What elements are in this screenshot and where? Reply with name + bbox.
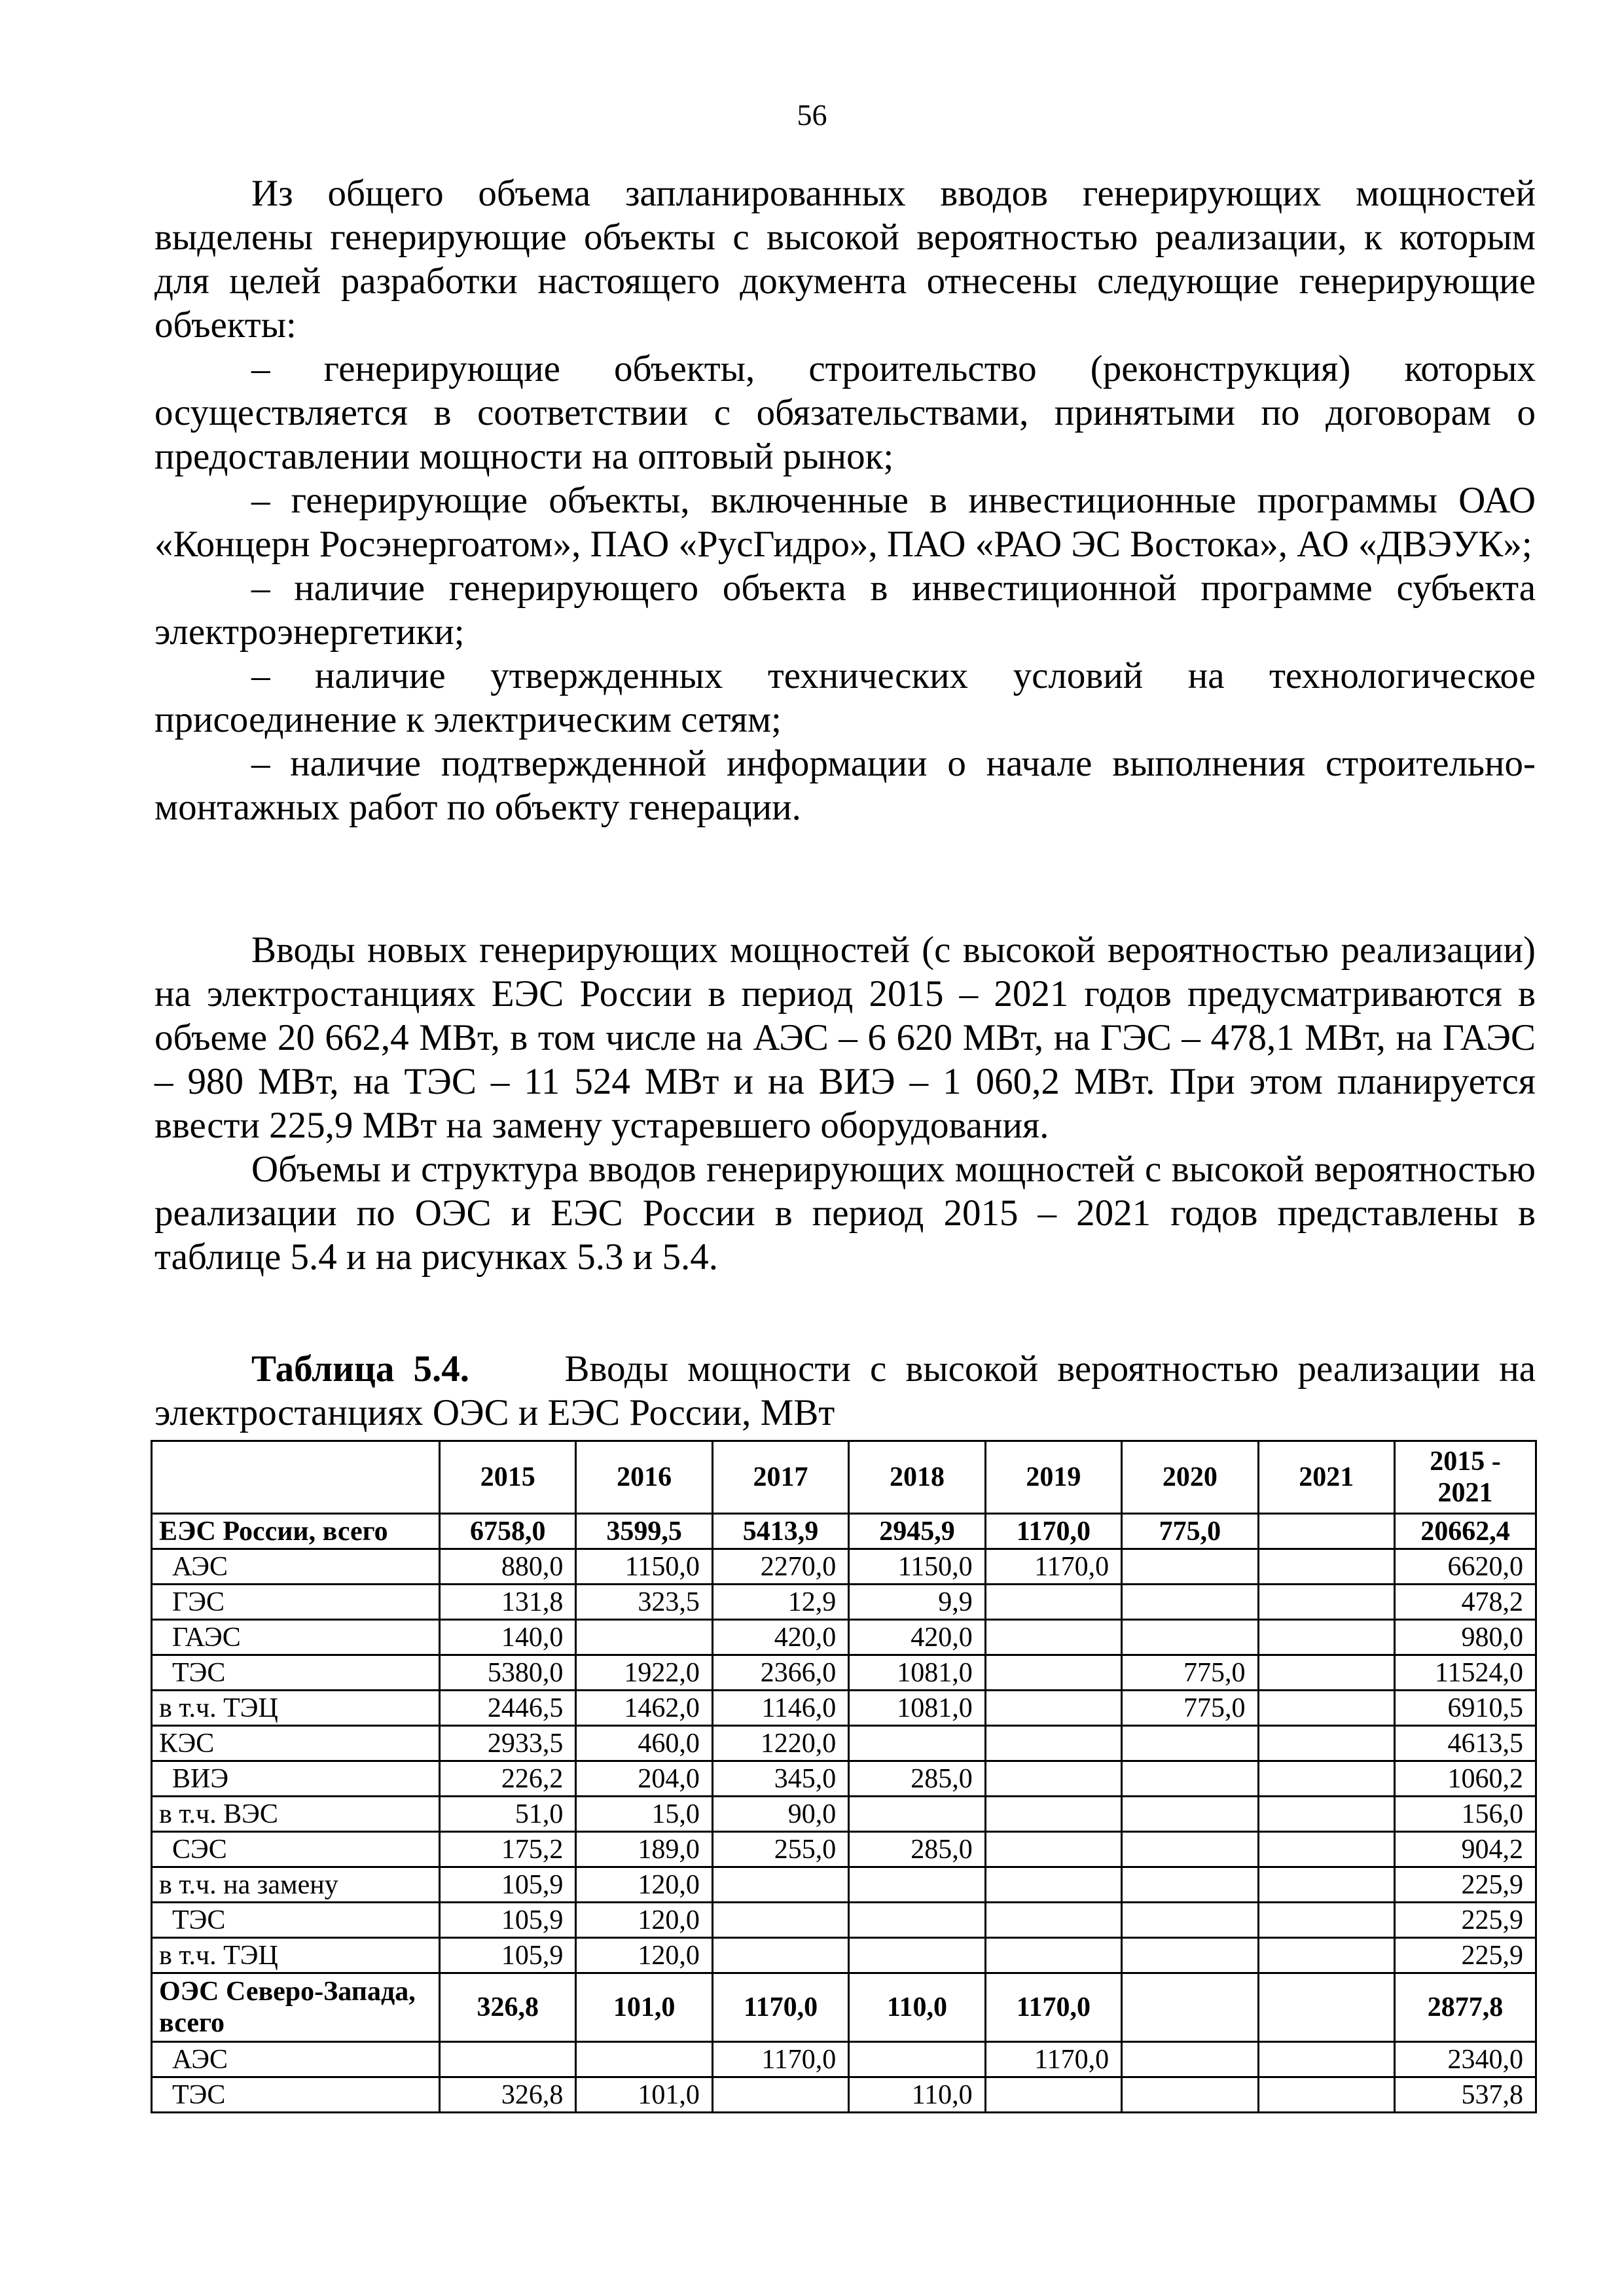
page-number: 56 — [797, 98, 827, 132]
table-cell: 1220,0 — [712, 1726, 848, 1761]
table-cell — [985, 1726, 1121, 1761]
column-header: 2016 — [576, 1441, 712, 1514]
table-cell: 775,0 — [1122, 1691, 1258, 1726]
table-cell — [576, 1620, 712, 1655]
table-cell: 285,0 — [849, 1761, 985, 1797]
row-label: ТЭС — [152, 2077, 440, 2113]
table-cell: 345,0 — [712, 1761, 848, 1797]
table-row — [152, 1549, 1536, 1585]
table-cell — [1258, 1903, 1394, 1938]
table-cell: 478,2 — [1395, 1585, 1536, 1620]
table-cell — [1258, 2042, 1394, 2077]
table-cell: 326,8 — [440, 1973, 576, 2042]
table-cell — [712, 2077, 848, 2113]
table-cell — [985, 1867, 1121, 1903]
table-cell — [1258, 1585, 1394, 1620]
table-cell: 880,0 — [440, 1549, 576, 1585]
table-cell — [849, 1903, 985, 1938]
table-cell — [1122, 1903, 1258, 1938]
table-cell — [985, 1585, 1121, 1620]
table-cell — [985, 1655, 1121, 1691]
table-row — [152, 2077, 1536, 2113]
table-cell — [1258, 1620, 1394, 1655]
column-header: 2018 — [849, 1441, 985, 1514]
table-cell: 3599,5 — [576, 1514, 712, 1549]
table-cell: 2366,0 — [712, 1655, 848, 1691]
table-cell — [1258, 1867, 1394, 1903]
table-row — [152, 1514, 1536, 1549]
table-cell — [1122, 2042, 1258, 2077]
row-label: ГЭС — [152, 1585, 440, 1620]
table-cell: 980,0 — [1395, 1620, 1536, 1655]
body-paragraph: Объемы и структура вводов генерирующих мощностей с высокой вероятностью реализации по ОЭС и ЕЭС России в период 2015 – 2021 годов представлены в таблице 5.4 и на рисунках 5.3 и 5.4. — [154, 1149, 1536, 1278]
column-header: 2021 — [1258, 1441, 1394, 1514]
table-row — [152, 1585, 1536, 1620]
table-cell — [849, 1938, 985, 1973]
table-cell: 326,8 — [440, 2077, 576, 2113]
row-label: СЭС — [152, 1832, 440, 1867]
table-cell: 2340,0 — [1395, 2042, 1536, 2077]
table-cell: 775,0 — [1122, 1514, 1258, 1549]
capacity-table — [151, 1440, 1537, 2113]
table-cell — [1122, 1585, 1258, 1620]
table-cell — [1122, 1832, 1258, 1867]
table-cell — [576, 2042, 712, 2077]
table-row — [152, 2042, 1536, 2077]
table-row — [152, 1761, 1536, 1797]
table-cell: 2877,8 — [1395, 1973, 1536, 2042]
table-cell: 1146,0 — [712, 1691, 848, 1726]
table-cell: 1922,0 — [576, 1655, 712, 1691]
table-cell: 204,0 — [576, 1761, 712, 1797]
table-cell: 1170,0 — [985, 1549, 1121, 1585]
table-row — [152, 1691, 1536, 1726]
bullet-item: – наличие генерирующего объекта в инвестиционной программе субъекта электроэнергетики; — [154, 567, 1536, 653]
table-cell: 1081,0 — [849, 1691, 985, 1726]
table-cell: 225,9 — [1395, 1867, 1536, 1903]
table-cell: 225,9 — [1395, 1938, 1536, 1973]
table-cell: 6910,5 — [1395, 1691, 1536, 1726]
table-cell: 1060,2 — [1395, 1761, 1536, 1797]
table-cell: 537,8 — [1395, 2077, 1536, 2113]
table-row — [152, 1903, 1536, 1938]
table-cell: 1170,0 — [712, 1973, 848, 2042]
table-cell: 4613,5 — [1395, 1726, 1536, 1761]
table-cell — [712, 1867, 848, 1903]
table-cell — [985, 1938, 1121, 1973]
table-cell: 9,9 — [849, 1585, 985, 1620]
body-paragraph: Вводы новых генерирующих мощностей (с высокой вероятностью реализации) на электростанциях ЕЭС России в период 2015 – 2021 годов предусматриваются в объеме 20 662,4 МВт, в том числе на АЭС – 6 620 МВт, на ГЭС – 478,1 МВт, на ГАЭС – 980 МВт, на ТЭС – 11 524 МВт и на ВИЭ – 1 060,2 МВт. При этом планируется ввести 225,9 МВт на замену устаревшего оборудования. — [154, 929, 1536, 1146]
table-cell — [1258, 1761, 1394, 1797]
table-cell: 101,0 — [576, 2077, 712, 2113]
table-cell — [1258, 1655, 1394, 1691]
table-cell: 20662,4 — [1395, 1514, 1536, 1549]
table-cell: 1170,0 — [985, 2042, 1121, 2077]
table-cell: 1462,0 — [576, 1691, 712, 1726]
table-cell — [1122, 1797, 1258, 1832]
table-cell — [985, 1620, 1121, 1655]
row-label: в т.ч. ТЭЦ — [152, 1938, 440, 1973]
table-cell — [440, 2042, 576, 2077]
table-cell: 1150,0 — [849, 1549, 985, 1585]
table-cell — [985, 1761, 1121, 1797]
table-cell: 120,0 — [576, 1938, 712, 1973]
table-cell: 420,0 — [712, 1620, 848, 1655]
row-label: в т.ч. ТЭЦ — [152, 1691, 440, 1726]
table-cell — [1122, 1938, 1258, 1973]
table-cell: 120,0 — [576, 1903, 712, 1938]
table-cell — [849, 1797, 985, 1832]
row-label: ТЭС — [152, 1903, 440, 1938]
table-cell: 6758,0 — [440, 1514, 576, 1549]
bullet-item: – генерирующие объекты, включенные в инвестиционные программы ОАО «Концерн Росэнергоатом», ПАО «РусГидро», ПАО «РАО ЭС Востока», АО «ДВЭУК»; — [154, 480, 1536, 565]
table-cell — [849, 2042, 985, 2077]
table-cell — [1258, 1797, 1394, 1832]
row-label: КЭС — [152, 1726, 440, 1761]
table-cell: 2933,5 — [440, 1726, 576, 1761]
table-cell: 285,0 — [849, 1832, 985, 1867]
table-cell — [1122, 1620, 1258, 1655]
row-label: ТЭС — [152, 1655, 440, 1691]
table-cell — [1258, 1549, 1394, 1585]
table-cell — [1258, 1726, 1394, 1761]
table-cell — [849, 1726, 985, 1761]
table-cell — [1258, 1832, 1394, 1867]
table-row — [152, 1797, 1536, 1832]
table-caption-text: Вводы мощности с высокой вероятностью реализации на электростанциях ОЭС и ЕЭС России, МВт — [154, 1348, 1536, 1433]
table-cell: 226,2 — [440, 1761, 576, 1797]
table-cell — [712, 1903, 848, 1938]
table-cell: 2446,5 — [440, 1691, 576, 1726]
column-header: 2015 — [440, 1441, 576, 1514]
column-header — [152, 1441, 440, 1514]
table-cell — [1258, 1691, 1394, 1726]
table-cell — [985, 1903, 1121, 1938]
table-cell — [1122, 1973, 1258, 2042]
table-cell — [985, 1691, 1121, 1726]
row-label: ГАЭС — [152, 1620, 440, 1655]
table-row — [152, 1726, 1536, 1761]
table-row — [152, 1655, 1536, 1691]
criteria-section — [154, 171, 1536, 829]
table-cell: 110,0 — [849, 2077, 985, 2113]
table-row — [152, 1620, 1536, 1655]
bullet-item: – наличие подтвержденной информации о начале выполнения строительно-монтажных работ по объекту генерации. — [154, 743, 1536, 828]
table-cell: 156,0 — [1395, 1797, 1536, 1832]
bullet-item: – наличие утвержденных технических условий на технологическое присоединение к электрическим сетям; — [154, 655, 1536, 740]
table-cell — [1122, 1867, 1258, 1903]
table-cell — [985, 1797, 1121, 1832]
table-cell — [1122, 1761, 1258, 1797]
table-cell — [1258, 1973, 1394, 2042]
table-cell: 110,0 — [849, 1973, 985, 2042]
table-header-row — [152, 1441, 1536, 1514]
table-cell — [1122, 1726, 1258, 1761]
table-cell: 131,8 — [440, 1585, 576, 1620]
summary-section — [154, 928, 1536, 1279]
table-cell: 12,9 — [712, 1585, 848, 1620]
table-cell: 904,2 — [1395, 1832, 1536, 1867]
table-cell: 2945,9 — [849, 1514, 985, 1549]
table-cell: 323,5 — [576, 1585, 712, 1620]
column-header: 2017 — [712, 1441, 848, 1514]
table-cell — [1122, 1549, 1258, 1585]
table-cell: 140,0 — [440, 1620, 576, 1655]
table-cell — [1258, 2077, 1394, 2113]
row-label: в т.ч. на замену — [152, 1867, 440, 1903]
table-cell: 5413,9 — [712, 1514, 848, 1549]
table-cell: 5380,0 — [440, 1655, 576, 1691]
table-cell: 1150,0 — [576, 1549, 712, 1585]
table-row — [152, 1938, 1536, 1973]
bullet-item: – генерирующие объекты, строительство (реконструкция) которых осуществляется в соответствии с обязательствами, принятыми по договорам о предоставлении мощности на оптовый рынок; — [154, 348, 1536, 477]
table-cell: 51,0 — [440, 1797, 576, 1832]
table-cell — [985, 1832, 1121, 1867]
table-cell: 90,0 — [712, 1797, 848, 1832]
table-cell: 255,0 — [712, 1832, 848, 1867]
table-row — [152, 1832, 1536, 1867]
table-cell: 2270,0 — [712, 1549, 848, 1585]
table-cell — [1122, 2077, 1258, 2113]
column-header: 2020 — [1122, 1441, 1258, 1514]
table-cell — [1258, 1514, 1394, 1549]
table-cell: 6620,0 — [1395, 1549, 1536, 1585]
table-cell: 120,0 — [576, 1867, 712, 1903]
table-cell: 15,0 — [576, 1797, 712, 1832]
table-caption-label: Таблица 5.4. — [251, 1348, 469, 1390]
column-header: 2019 — [985, 1441, 1121, 1514]
table-cell: 175,2 — [440, 1832, 576, 1867]
table-cell: 420,0 — [849, 1620, 985, 1655]
table-cell: 1170,0 — [712, 2042, 848, 2077]
table-cell: 11524,0 — [1395, 1655, 1536, 1691]
table-cell: 105,9 — [440, 1903, 576, 1938]
table-caption — [154, 1347, 1536, 1435]
table-cell: 460,0 — [576, 1726, 712, 1761]
row-label: в т.ч. ВЭС — [152, 1797, 440, 1832]
table-row — [152, 1973, 1536, 2042]
row-label: ОЭС Северо-Запада, всего — [152, 1973, 440, 2042]
row-label: АЭС — [152, 2042, 440, 2077]
table-cell: 189,0 — [576, 1832, 712, 1867]
table-cell: 105,9 — [440, 1867, 576, 1903]
row-label: ЕЭС России, всего — [152, 1514, 440, 1549]
table-cell: 775,0 — [1122, 1655, 1258, 1691]
intro-paragraph: Из общего объема запланированных вводов генерирующих мощностей выделены генерирующие объекты с высокой вероятностью реализации, к которым для целей разработки настоящего документа отнесены следующие генерирующие объекты: — [154, 173, 1536, 346]
table-cell: 101,0 — [576, 1973, 712, 2042]
table-cell: 225,9 — [1395, 1903, 1536, 1938]
table-cell — [849, 1867, 985, 1903]
table-row — [152, 1867, 1536, 1903]
row-label: ВИЭ — [152, 1761, 440, 1797]
table-cell — [712, 1938, 848, 1973]
column-header: 2015 - 2021 — [1395, 1441, 1536, 1514]
table-cell — [1258, 1938, 1394, 1973]
table-cell — [985, 2077, 1121, 2113]
table-cell: 1081,0 — [849, 1655, 985, 1691]
row-label: АЭС — [152, 1549, 440, 1585]
table-cell: 105,9 — [440, 1938, 576, 1973]
table-cell: 1170,0 — [985, 1973, 1121, 2042]
table-cell: 1170,0 — [985, 1514, 1121, 1549]
